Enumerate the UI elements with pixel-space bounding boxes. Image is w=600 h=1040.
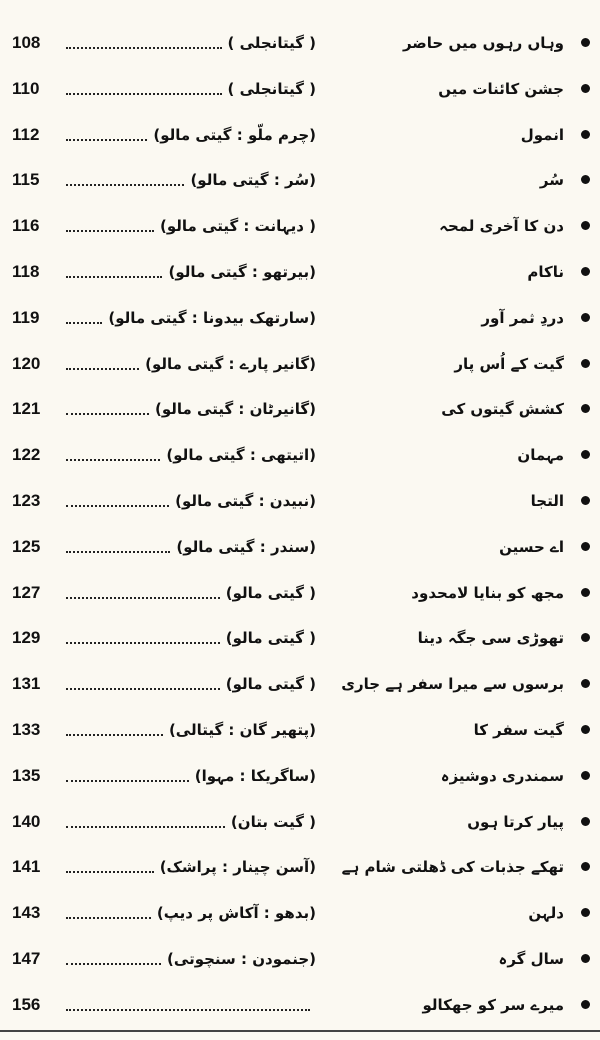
toc-entry	[0, 438, 600, 484]
source-reference: (بیرتھو : گیتی مالو)	[168, 262, 316, 281]
toc-entry	[0, 484, 600, 530]
dot-leader	[66, 963, 161, 965]
page-number: 120	[12, 353, 41, 373]
bullet-icon	[581, 862, 590, 871]
bullet-icon	[581, 38, 590, 47]
leader-with-source	[66, 32, 316, 54]
dot-leader	[66, 276, 162, 278]
entry-title: سمندری دوشیزہ	[440, 766, 564, 785]
toc-entry	[0, 942, 600, 988]
bullet-icon	[581, 267, 590, 276]
page-number: 131	[12, 674, 41, 694]
source-reference: ( گیتانجلی )	[227, 34, 316, 52]
toc-entry	[0, 805, 600, 851]
page-number: 122	[12, 445, 41, 465]
entry-title: دن کا آخری لمحہ	[439, 217, 564, 236]
bullet-icon	[581, 496, 590, 505]
toc-entry	[0, 347, 600, 393]
leader-with-source	[66, 856, 316, 878]
dot-leader	[66, 505, 169, 507]
dot-leader	[66, 230, 154, 232]
toc-entry	[0, 621, 600, 667]
leader-with-source	[66, 261, 316, 283]
leader-with-source	[66, 627, 316, 649]
leader-with-source	[66, 124, 316, 146]
page-number: 125	[12, 536, 41, 556]
toc-entry	[0, 850, 600, 896]
dot-leader	[66, 47, 222, 49]
page-number: 116	[12, 216, 40, 236]
dot-leader	[66, 917, 151, 919]
page-number: 143	[12, 903, 41, 923]
bullet-icon	[581, 817, 590, 826]
bullet-icon	[581, 175, 590, 184]
source-reference: (نبیدن : گیتی مالو)	[175, 491, 316, 510]
bullet-icon	[581, 542, 590, 551]
dot-leader	[66, 184, 184, 186]
leader-with-source	[66, 169, 316, 191]
bullet-icon	[581, 130, 590, 139]
entry-title: تھکے جذبات کی ڈھلتی شام ہے	[341, 858, 564, 877]
leader-with-source	[66, 215, 316, 237]
source-reference: ( دیہانت : گیتی مالو)	[160, 217, 316, 236]
toc-entry	[0, 26, 600, 72]
page-number: 147	[12, 948, 41, 968]
toc-entry	[0, 209, 600, 255]
page-number: 140	[12, 811, 41, 831]
page-number: 118	[12, 261, 40, 281]
source-reference: (آسن چینار : پراشک)	[159, 858, 316, 877]
entry-title: جشن کائنات میں	[438, 79, 564, 98]
entry-title: پیار کرتا ہوں	[467, 812, 564, 831]
entry-title: انمول	[520, 125, 564, 144]
source-reference: (سندر : گیتی مالو)	[176, 537, 316, 556]
toc-entry	[0, 301, 600, 347]
source-reference: (سُر : گیتی مالو)	[190, 171, 316, 190]
dot-leader	[66, 413, 149, 415]
source-reference: (گانیرٹان : گیتی مالو)	[155, 400, 316, 419]
page-number: 135	[12, 765, 41, 785]
dot-leader	[66, 734, 163, 736]
entry-title: مجھ کو بنایا لامحدود	[411, 583, 564, 602]
leader-with-source	[66, 994, 316, 1016]
leader-with-source	[66, 719, 316, 741]
source-reference: ( گیتی مالو)	[225, 583, 316, 602]
entry-title: وہاں رہوں میں حاضر	[402, 34, 564, 52]
entry-title: سال گرہ	[498, 949, 564, 968]
entry-title: سُر	[539, 171, 564, 190]
leader-with-source	[66, 902, 316, 924]
page-number: 127	[12, 582, 41, 602]
toc-entry	[0, 163, 600, 209]
source-reference: (گانیر پارے : گیتی مالو)	[145, 354, 316, 373]
bullet-icon	[581, 359, 590, 368]
bullet-icon	[581, 588, 590, 597]
leader-with-source	[66, 811, 316, 833]
bottom-divider	[0, 1030, 600, 1032]
entry-title: کشش گیتوں کی	[441, 400, 564, 419]
dot-leader	[66, 597, 220, 599]
table-of-contents	[0, 26, 600, 1034]
bullet-icon	[581, 1000, 590, 1009]
leader-with-source	[66, 307, 316, 329]
entry-title: برسوں سے میرا سفر ہے جاری	[341, 675, 564, 694]
toc-entry	[0, 255, 600, 301]
source-reference: (چرم ملّو : گیتی مالو)	[153, 125, 316, 144]
source-reference: ( گیتانجلی )	[227, 79, 316, 98]
leader-with-source	[66, 444, 316, 466]
entry-title: دلہن	[528, 904, 564, 923]
bullet-icon	[581, 908, 590, 917]
toc-entry	[0, 576, 600, 622]
leader-with-source	[66, 582, 316, 604]
page-number: 115	[12, 170, 40, 190]
source-reference: (جنمودن : سنچوتی)	[167, 949, 316, 968]
toc-entry	[0, 667, 600, 713]
bullet-icon	[581, 404, 590, 413]
dot-leader	[66, 871, 154, 873]
page-number: 156	[12, 994, 41, 1014]
page-number: 129	[12, 628, 41, 648]
toc-entry	[0, 896, 600, 942]
bullet-icon	[581, 633, 590, 642]
page-number: 141	[12, 857, 41, 877]
toc-entry	[0, 988, 600, 1034]
page-number: 110	[12, 78, 40, 98]
dot-leader	[66, 93, 222, 95]
page-number: 123	[12, 490, 41, 510]
dot-leader	[66, 139, 147, 141]
leader-with-source	[66, 536, 316, 558]
toc-entry	[0, 72, 600, 118]
page-number: 108	[12, 33, 41, 52]
leader-with-source	[66, 353, 316, 375]
dot-leader	[66, 826, 225, 828]
entry-title: گیت سفر کا	[473, 720, 564, 739]
leader-with-source	[66, 948, 316, 970]
toc-entry	[0, 530, 600, 576]
leader-with-source	[66, 78, 316, 100]
leader-with-source	[66, 765, 316, 787]
source-reference: (سارتھک بیدونا : گیتی مالو)	[108, 308, 316, 327]
entry-title: التجا	[530, 491, 564, 510]
bullet-icon	[581, 954, 590, 963]
page-number: 121	[12, 399, 41, 419]
dot-leader	[66, 459, 160, 461]
bullet-icon	[581, 221, 590, 230]
entry-title: میرے سر کو جھکالو	[422, 995, 564, 1014]
bullet-icon	[581, 725, 590, 734]
source-reference: ( گیت بتان)	[230, 812, 316, 831]
dot-leader	[66, 322, 102, 324]
page-number: 112	[12, 124, 40, 144]
source-reference: (بدھو : آکاش پر دیپ)	[156, 904, 316, 923]
entry-title: مہمان	[517, 446, 564, 465]
bullet-icon	[581, 84, 590, 93]
bullet-icon	[581, 679, 590, 688]
dot-leader	[66, 368, 139, 370]
bullet-icon	[581, 313, 590, 322]
toc-entry	[0, 713, 600, 759]
entry-title: گیت کے اُس پار	[454, 354, 564, 373]
source-reference: (ساگریکا : مہوا)	[194, 766, 316, 785]
source-reference: ( گیتی مالو)	[225, 675, 316, 694]
entry-title: دردِ ثمر آور	[481, 308, 564, 327]
source-reference: (پتھیر گان : گیتالی)	[168, 720, 316, 739]
toc-entry	[0, 759, 600, 805]
entry-title: اے حسین	[499, 537, 564, 556]
source-reference: ( گیتی مالو)	[225, 629, 316, 648]
toc-entry	[0, 392, 600, 438]
leader-with-source	[66, 490, 316, 512]
toc-entry	[0, 118, 600, 164]
dot-leader	[66, 642, 220, 644]
source-reference: (اتیتھی : گیتی مالو)	[166, 446, 316, 465]
dot-leader	[66, 780, 189, 782]
entry-title: تھوڑی سی جگہ دینا	[417, 629, 564, 648]
leader-with-source	[66, 398, 316, 420]
dot-leader	[66, 551, 170, 553]
bullet-icon	[581, 450, 590, 459]
dot-leader	[66, 688, 220, 690]
leader-with-source	[66, 673, 316, 695]
page-number: 133	[12, 719, 41, 739]
page-number: 119	[12, 307, 40, 327]
dot-leader	[66, 1009, 310, 1011]
entry-title: ناکام	[527, 262, 564, 281]
bullet-icon	[581, 771, 590, 780]
